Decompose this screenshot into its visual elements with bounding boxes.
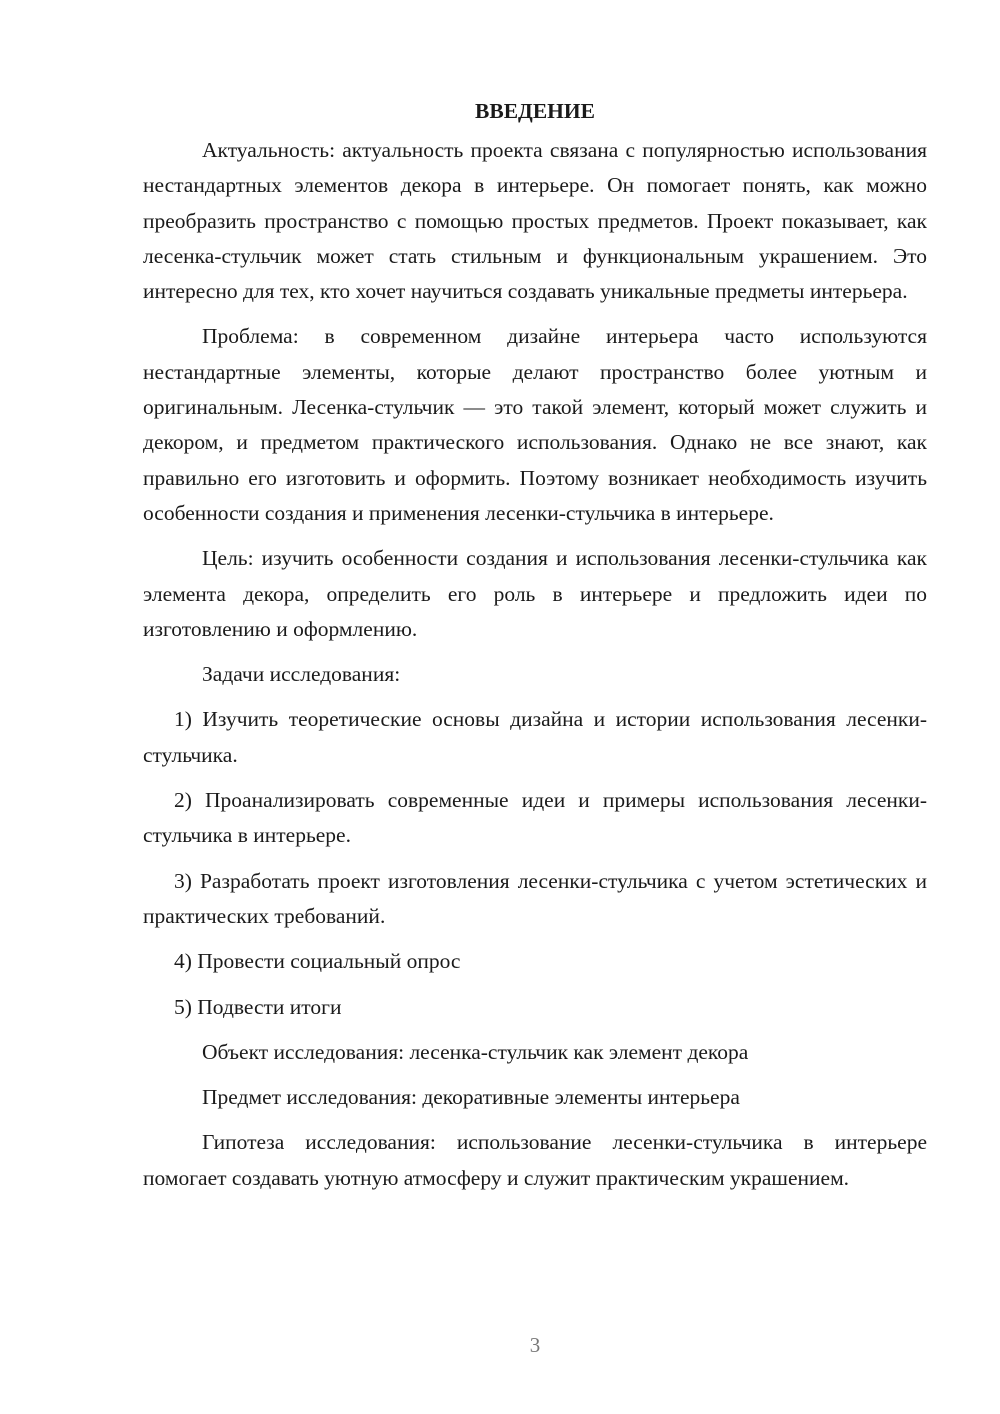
task-item-3: 3) Разработать проект изготовления лесенки-стульчика с учетом эстетических и практических требований.	[143, 868, 927, 928]
task-item-2: 2) Проанализировать современные идеи и примеры использования лесенки-стульчика в интерьере.	[143, 788, 927, 848]
task-item-4: 4) Провести социальный опрос	[174, 949, 461, 974]
document-page	[143, 96, 927, 1196]
subject-paragraph: Предмет исследования: декоративные элементы интерьера	[202, 1085, 740, 1110]
page-number: 3	[529, 1333, 541, 1357]
task-item-1: 1) Изучить теоретические основы дизайна и истории использования лесенки-стульчика.	[143, 707, 927, 767]
section-title: ВВЕДЕНИЕ	[475, 99, 595, 123]
goal-paragraph: Цель: изучить особенности создания и использования лесенки-стульчика как элемента декора, определить его роль в интерьере и предложить идеи по изготовлению и оформлению.	[143, 546, 927, 641]
task-item-5: 5) Подвести итоги	[174, 994, 342, 1019]
hypothesis-paragraph: Гипотеза исследования: использование лесенки-стульчика в интерьере помогает создавать уютную атмосферу и служит практическим украшением.	[143, 1130, 927, 1190]
tasks-heading: Задачи исследования:	[202, 662, 401, 687]
object-paragraph: Объект исследования: лесенка-стульчик как элемент декора	[202, 1039, 749, 1064]
problem-paragraph: Проблема: в современном дизайне интерьера часто используются нестандартные элементы, которые делают пространство более уютным и оригинальным. Лесенка-стульчик — это такой элемент, который может служить и декором, и предметом практического использования. Однако не все знают, как правильно его изготовить и оформить. Поэтому возникает необходимость изучить особенности создания и применения лесенки-стульчика в интерьере.	[143, 324, 927, 525]
relevance-paragraph: Актуальность: актуальность проекта связана с популярностью использования нестандартных элементов декора в интерьере. Он помогает понять, как можно преобразить пространство с помощью простых предметов. Проект показывает, как лесенка-стульчик может стать стильным и функциональным украшением. Это интересно для тех, кто хочет научиться создавать уникальные предметы интерьера.	[143, 138, 927, 304]
